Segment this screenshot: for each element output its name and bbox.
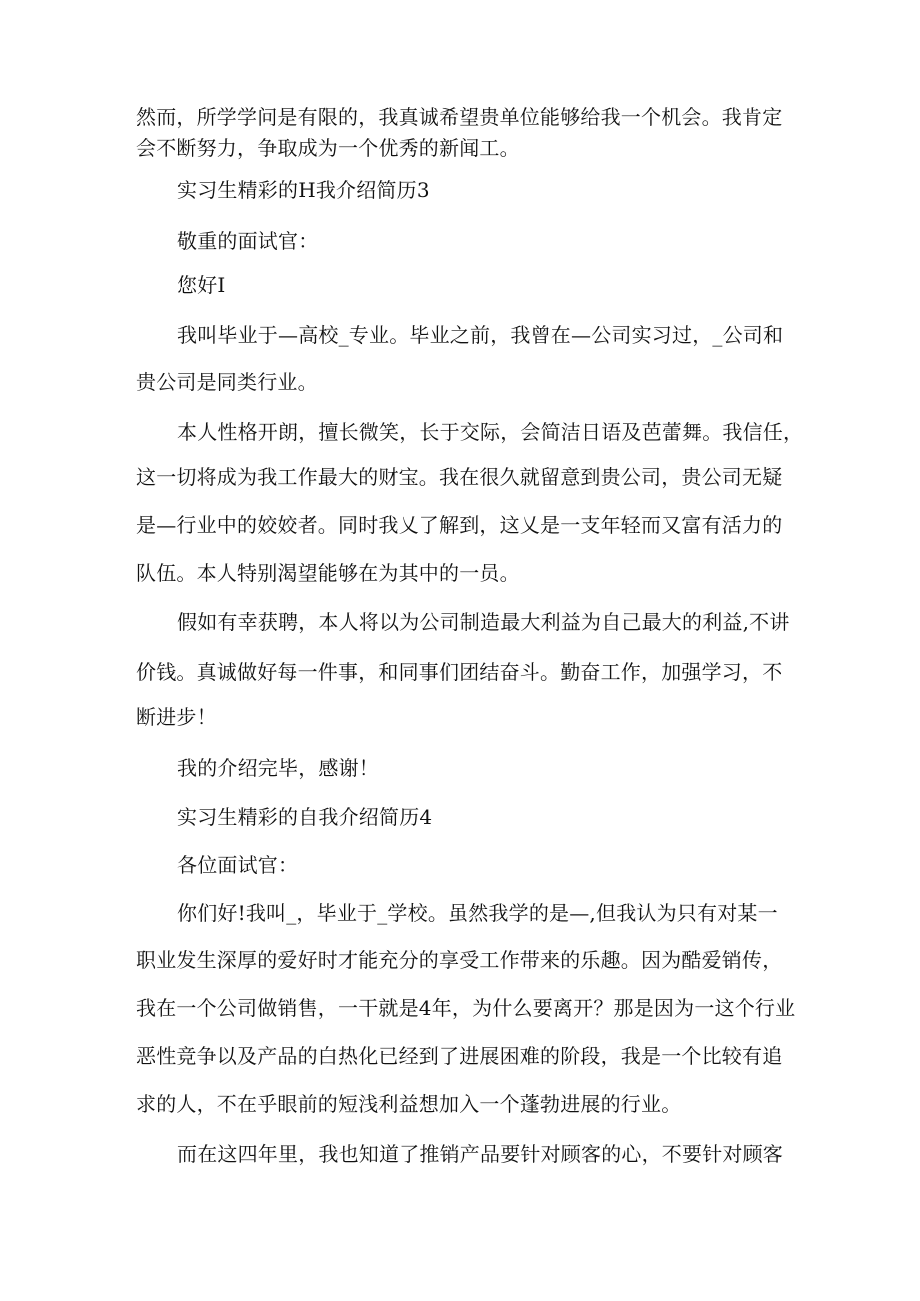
paragraph-line: 贵公司是同类行业。 <box>136 370 318 394</box>
greeting: 您好I <box>177 273 226 297</box>
paragraph-line: 我在一个公司做销售，一干就是4年，为什么要离开？那是因为一这个行业 <box>136 996 796 1020</box>
paragraph-line: 职业发生深厚的爱好时才能充分的享受工作带来的乐趣。因为酷爱销传， <box>136 948 783 972</box>
paragraph-line: 断进步！ <box>136 705 217 729</box>
paragraph-line: 然而，所学学问是有限的，我真诚希望贵单位能够给我一个机会。我肯定 <box>136 105 783 129</box>
paragraph-line: 求的人，不在乎眼前的短浅利益想加入一个蓬勃进展的行业。 <box>136 1092 682 1116</box>
section-heading: 实习生精彩的自我介绍简历4 <box>177 805 433 829</box>
paragraph-line: 而在这四年里，我也知道了推销产品要针对顾客的心，不要针对顾客 <box>177 1142 783 1166</box>
paragraph-line: 价钱。真诚做好每一件事，和同事们团结奋斗。勤奋工作，加强学习，不 <box>136 660 783 684</box>
salutation: 各位面试官： <box>177 853 299 877</box>
paragraph-line: 本人性格开朗，擅长微笑，长于交际，会简洁日语及芭蕾舞。我信任， <box>177 420 804 444</box>
paragraph-line: 是—行业中的姣姣者。同时我乂了解到，这乂是一支年轻而又富有活力的 <box>136 513 783 537</box>
paragraph-line: 假如有幸获聘，本人将以为公司制造最大利益为自己最大的利益,不讲 <box>177 610 790 634</box>
paragraph-line: 会不断努力，争取成为一个优秀的新闻工。 <box>136 136 520 160</box>
paragraph-line: 队伍。本人特别渴望能够在为其中的一员。 <box>136 561 520 585</box>
paragraph-line: 这一切将成为我工作最大的财宝。我在很久就留意到贵公司，贵公司无疑 <box>136 465 783 489</box>
salutation: 敬重的面试官： <box>177 229 319 253</box>
paragraph-line: 你们好!我叫_，毕业于_学校。虽然我学的是—,但我认为只有对某一 <box>177 901 778 925</box>
section-heading: 实习生精彩的H我介绍简历3 <box>177 178 430 202</box>
paragraph-line: 我的介绍完毕，感谢！ <box>177 756 379 780</box>
paragraph-line: 恶性竞争以及产品的白热化已经到了进展困难的阶段，我是一个比较有追 <box>136 1044 783 1068</box>
paragraph-line: 我叫毕业于—高校_专业。毕业之前，我曾在—公司实习过，_公司和 <box>177 323 784 347</box>
